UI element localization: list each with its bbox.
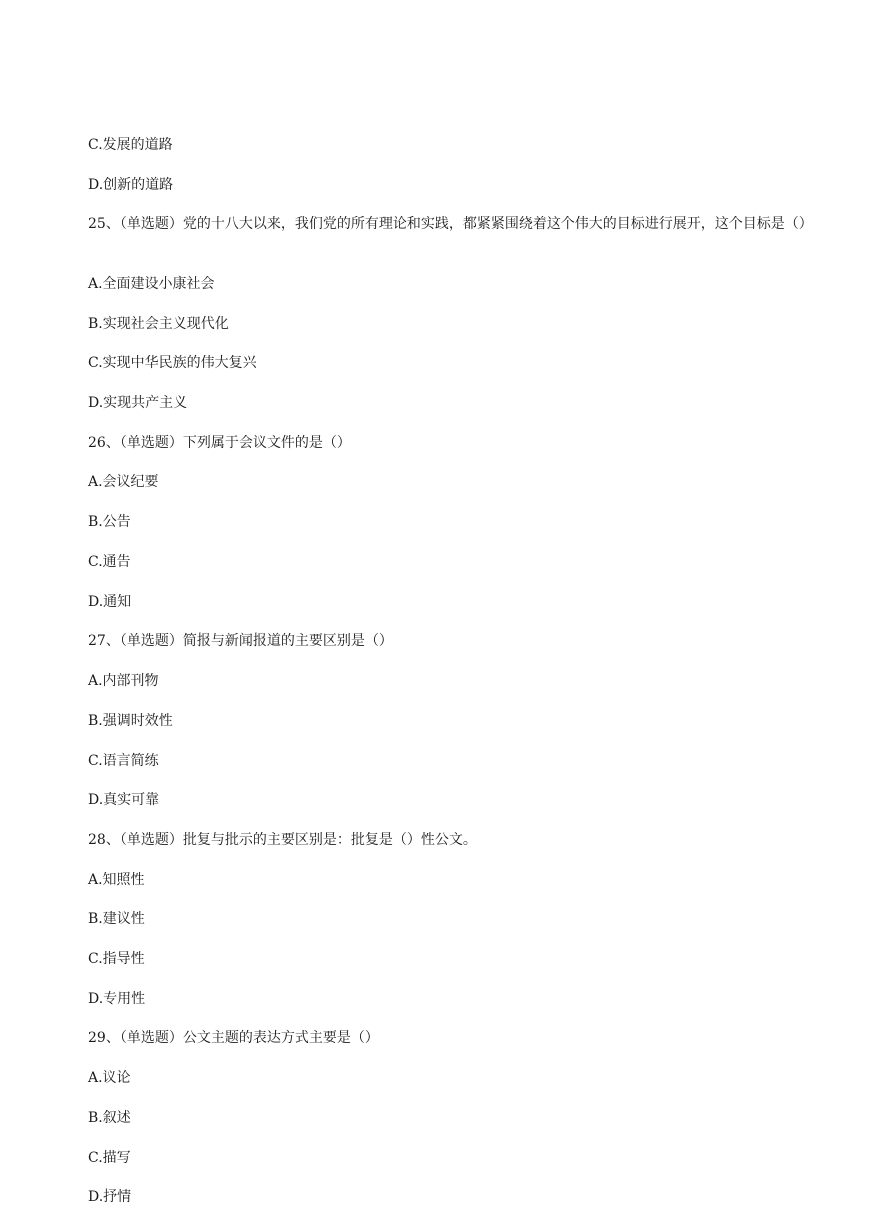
option-c-q29: C.描写 (88, 1150, 131, 1166)
question-28: 28、（单选题）批复与批示的主要区别是：批复是（）性公文。 (88, 832, 477, 848)
option-b-q28: B.建议性 (88, 911, 145, 927)
question-29: 29、（单选题）公文主题的表达方式主要是（） (88, 1030, 379, 1046)
option-a-q26: A.会议纪要 (88, 474, 159, 490)
option-d-q27: D.真实可靠 (88, 792, 160, 808)
question-25: 25、（单选题）党的十八大以来，我们党的所有理论和实践，都紧紧围绕着这个伟大的目标进行展开，这个目标是（） (88, 216, 813, 232)
option-c-q24: C.发展的道路 (88, 137, 173, 153)
option-a-q28: A.知照性 (88, 872, 145, 888)
question-26: 26、（单选题）下列属于会议文件的是（） (88, 435, 351, 451)
option-d-q26: D.通知 (88, 594, 132, 610)
option-d-q28: D.专用性 (88, 991, 146, 1007)
option-c-q28: C.指导性 (88, 951, 145, 967)
option-b-q27: B.强调时效性 (88, 713, 173, 729)
option-c-q27: C.语言简练 (88, 753, 159, 769)
option-a-q27: A.内部刊物 (88, 673, 159, 689)
question-27: 27、（单选题）简报与新闻报道的主要区别是（） (88, 633, 393, 649)
option-a-q29: A.议论 (88, 1070, 131, 1086)
option-d-q25: D.实现共产主义 (88, 395, 188, 411)
option-d-q24: D.创新的道路 (88, 177, 174, 193)
option-b-q29: B.叙述 (88, 1110, 131, 1126)
option-c-q26: C.通告 (88, 554, 131, 570)
option-b-q25: B.实现社会主义现代化 (88, 316, 229, 332)
option-a-q25: A.全面建设小康社会 (88, 276, 215, 292)
option-d-q29: D.抒情 (88, 1189, 132, 1205)
option-b-q26: B.公告 (88, 514, 131, 530)
option-c-q25: C.实现中华民族的伟大复兴 (88, 355, 257, 371)
